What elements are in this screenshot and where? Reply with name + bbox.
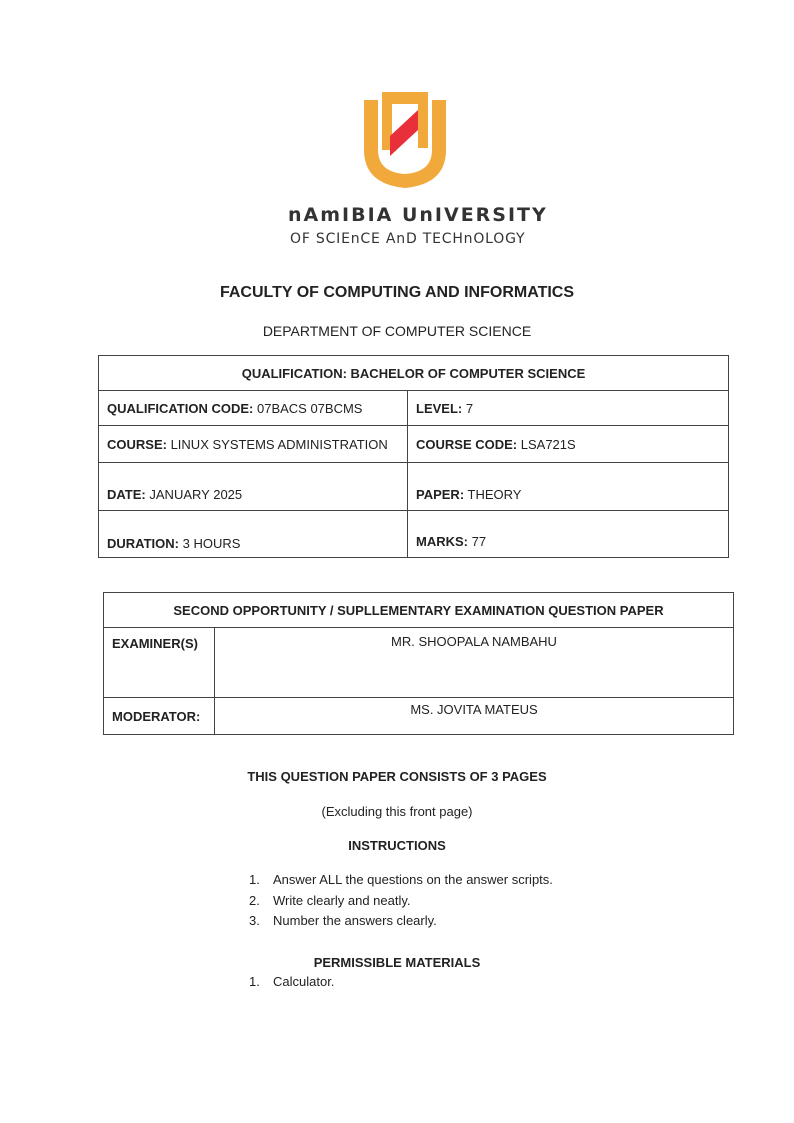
instructions-list xyxy=(249,872,553,934)
marks-cell xyxy=(408,511,729,558)
paper-label: PAPER: xyxy=(416,487,465,502)
instruction-item xyxy=(249,913,553,934)
pages-note: THIS QUESTION PAPER CONSISTS OF 3 PAGES xyxy=(247,769,547,784)
instruction-item xyxy=(249,893,553,914)
instruction-item xyxy=(249,872,553,893)
examiner-value: MR. SHOOPALA NAMBAHU xyxy=(215,628,734,698)
shield-logo-icon xyxy=(360,88,450,188)
course-code-label: COURSE CODE: xyxy=(416,436,518,452)
level-cell xyxy=(408,391,729,426)
level-value: 7 xyxy=(465,400,474,416)
item-text: Write clearly and neatly. xyxy=(273,892,411,908)
item-text: Number the answers clearly. xyxy=(273,913,437,928)
marks-label: MARKS: xyxy=(416,534,468,549)
university-logo xyxy=(360,88,450,188)
course-value: LINUX SYSTEMS ADMINISTRATION xyxy=(170,436,388,452)
date-label: DATE: xyxy=(107,487,146,502)
course-code-cell xyxy=(408,426,729,463)
duration-cell xyxy=(99,511,408,558)
exam-table xyxy=(103,592,734,735)
excluding-note: (Excluding this front page) xyxy=(321,804,473,819)
materials-heading: PERMISSIBLE MATERIALS xyxy=(313,955,481,970)
course-cell xyxy=(99,426,408,463)
qualification-code-label: QUALIFICATION CODE: xyxy=(107,400,254,416)
date-value: JANUARY 2025 xyxy=(149,487,243,502)
marks-value: 77 xyxy=(471,534,487,549)
item-number: 1. xyxy=(249,974,260,989)
qualification-label: QUALIFICATION: xyxy=(241,365,347,381)
qualification-code-value: 07BACS 07BCMS xyxy=(256,400,363,416)
moderator-label: MODERATOR: xyxy=(104,698,215,735)
item-number: 2. xyxy=(249,892,260,908)
item-text: Calculator. xyxy=(273,974,335,989)
qualification-code-cell xyxy=(99,391,408,426)
instructions-heading: INSTRUCTIONS xyxy=(348,838,446,853)
qualification-value: BACHELOR OF COMPUTER SCIENCE xyxy=(350,365,586,381)
paper-cell xyxy=(408,463,729,511)
paper-value: THEORY xyxy=(467,487,522,502)
department-heading: DEPARTMENT OF COMPUTER SCIENCE xyxy=(262,323,532,339)
duration-value: 3 HOURS xyxy=(182,536,241,551)
university-name: nAmIBIA UnIVERSITY xyxy=(288,204,548,226)
date-cell xyxy=(99,463,408,511)
examiner-label: EXAMINER(S) xyxy=(104,628,215,698)
moderator-value: MS. JOVITA MATEUS xyxy=(215,698,734,735)
university-subtitle: OF SCIEnCE AnD TECHnOLOGY xyxy=(290,231,526,247)
course-label: COURSE: xyxy=(107,436,167,452)
material-item xyxy=(249,974,334,995)
exam-title: SECOND OPPORTUNITY / SUPLLEMENTARY EXAMINATION QUESTION PAPER xyxy=(104,593,734,628)
level-label: LEVEL: xyxy=(416,400,463,416)
qualification-cell xyxy=(99,356,729,391)
course-code-value: LSA721S xyxy=(520,436,576,452)
faculty-heading: FACULTY OF COMPUTING AND INFORMATICS xyxy=(219,284,575,301)
materials-list xyxy=(249,974,334,995)
details-table xyxy=(98,355,729,558)
duration-label: DURATION: xyxy=(107,536,179,551)
item-text: Answer ALL the questions on the answer scripts. xyxy=(273,872,553,887)
item-number: 1. xyxy=(249,872,260,887)
item-number: 3. xyxy=(249,913,260,928)
